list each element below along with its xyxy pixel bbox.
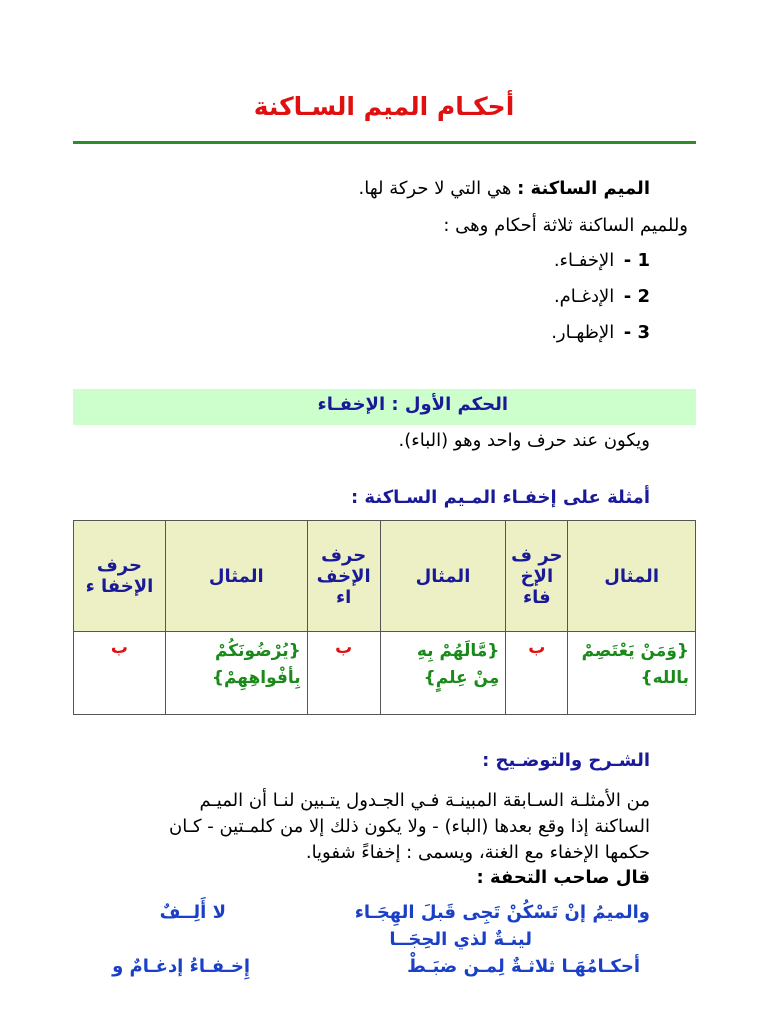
- first-rule-banner: [73, 389, 696, 425]
- poem-line-1a: والميمُ إنْ تَسْكُنْ تَجِى قَبلَ الهِجَـاء: [354, 902, 650, 923]
- rule-label: الإظهـار.: [551, 322, 615, 343]
- explanation-heading: الشـرح والتوضـيح :: [482, 750, 650, 771]
- examples-heading: أمثلة على إخفـاء المـيم السـاكنة :: [350, 487, 650, 508]
- poem-heading: قال صاحب التحفة :: [476, 867, 650, 888]
- explanation-line: الساكنة إذا وقع بعدها (الباء) - ولا يكون ذلك إلا من كلمـتين - كـان: [169, 816, 650, 837]
- rule-number: 2 -: [623, 286, 650, 307]
- poem-line-3b: إِخـفـاءُ إدغـامٌ و: [112, 956, 250, 977]
- example-verse: {مَّالَهُمْ بِهِ مِنْ عِلمٍ}: [380, 632, 506, 715]
- first-rule-heading: الحكم الأول : الإخفـاء: [317, 394, 508, 415]
- table-header: حرف الإخفا ء: [74, 521, 166, 632]
- explanation-paragraph: [90, 788, 650, 866]
- rule-number: 1 -: [623, 250, 650, 271]
- title-underline: [73, 141, 696, 144]
- hiding-letter: ب: [307, 632, 380, 715]
- rule-item-1: [554, 250, 650, 271]
- rule-label: الإخفـاء.: [553, 250, 615, 271]
- example-verse: {وَمَنْ يَعْتَصِمْ بالله}: [568, 632, 696, 715]
- hiding-letter: ب: [506, 632, 568, 715]
- table-header: المثال: [568, 521, 696, 632]
- hiding-letter: ب: [74, 632, 166, 715]
- rule-label: الإدغـام.: [553, 286, 615, 307]
- table-row: [74, 632, 696, 715]
- poem-line-3a: أحكـامُهَـا ثلاثـةٌ لِمـن ضبَـطْ: [407, 956, 640, 977]
- table-header: حر ف الإخ فاء: [506, 521, 568, 632]
- example-verse: {يُرْضُونَكُمْ بِأفْواهِهِمْ}: [165, 632, 307, 715]
- first-rule-text: ويكون عند حرف واحد وهو (الباء).: [398, 430, 650, 451]
- table-header: حرف الإخف اء: [307, 521, 380, 632]
- table-header: المثال: [165, 521, 307, 632]
- definition-text: هي التي لا حركة لها.: [358, 178, 518, 199]
- table-header: المثال: [380, 521, 506, 632]
- intro-line: وللميم الساكنة ثلاثة أحكام وهى :: [443, 215, 688, 236]
- rule-item-3: [551, 322, 650, 343]
- definition-line: [359, 178, 651, 199]
- page-title: أحكـام الميم السـاكنة: [253, 92, 515, 121]
- explanation-line: من الأمثلـة السـابقة المبينـة فـي الجـدول يتـبين لنـا أن الميـم: [199, 790, 650, 811]
- definition-term: الميم الساكنة :: [517, 178, 650, 199]
- explanation-line: حكمها الإخفاء مع الغنة، ويسمى : إخفاءً شفويا.: [305, 842, 650, 863]
- examples-table: [73, 520, 696, 715]
- poem-line-1b: لا أَلِــفٌ: [159, 902, 226, 923]
- table-header-row: [74, 521, 696, 632]
- poem-line-2: لينـةٌ لذي الحِجَــا: [389, 929, 532, 950]
- rule-item-2: [554, 286, 650, 307]
- rule-number: 3 -: [623, 322, 650, 343]
